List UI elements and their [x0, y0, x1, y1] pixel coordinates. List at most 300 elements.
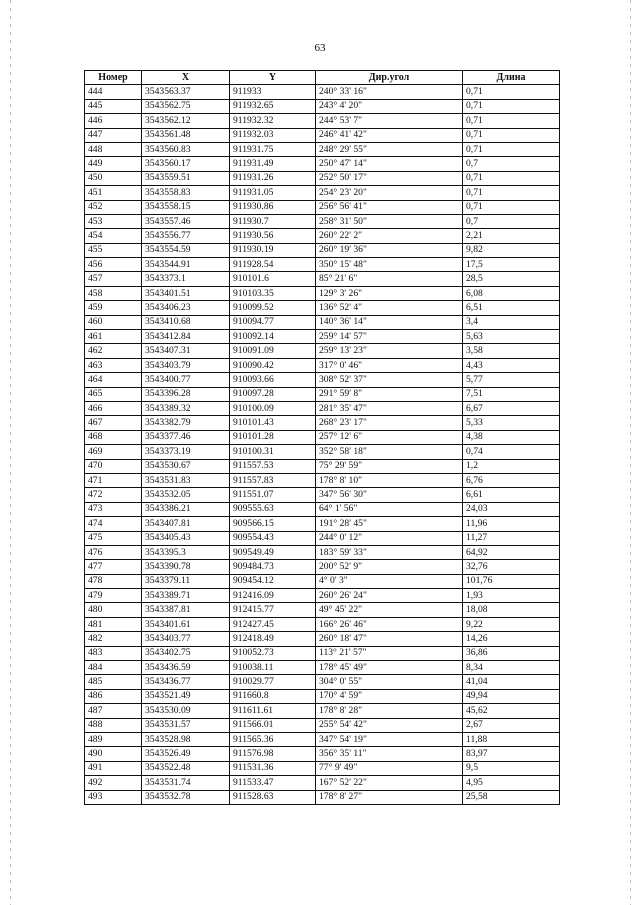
cell-x: 3543531.74 — [142, 776, 230, 790]
header-direction-angle: Дир.угол — [316, 71, 463, 85]
table-row — [85, 272, 560, 286]
cell-length: 9,5 — [463, 761, 560, 775]
table-row — [85, 445, 560, 459]
cell-y: 911566.01 — [230, 718, 316, 732]
cell-y: 911932.65 — [230, 99, 316, 113]
cell-length: 25,58 — [463, 790, 560, 804]
cell-y: 910100.31 — [230, 445, 316, 459]
cell-length: 0,71 — [463, 99, 560, 113]
cell-number: 478 — [85, 574, 142, 588]
cell-length: 0,71 — [463, 114, 560, 128]
cell-x: 3543412.84 — [142, 330, 230, 344]
cell-x: 3543561.48 — [142, 128, 230, 142]
cell-x: 3543436.77 — [142, 675, 230, 689]
cell-y: 910052.73 — [230, 646, 316, 660]
cell-y: 911930.7 — [230, 214, 316, 228]
cell-direction-angle: 49° 45' 22" — [316, 603, 463, 617]
cell-direction-angle: 248° 29' 55" — [316, 142, 463, 156]
table-row — [85, 675, 560, 689]
cell-length: 0,7 — [463, 214, 560, 228]
table-row — [85, 689, 560, 703]
cell-length: 5,63 — [463, 330, 560, 344]
cell-direction-angle: 347° 54' 19" — [316, 732, 463, 746]
cell-number: 475 — [85, 531, 142, 545]
cell-x: 3543560.83 — [142, 142, 230, 156]
cell-length: 6,08 — [463, 286, 560, 300]
cell-direction-angle: 317° 0' 46" — [316, 358, 463, 372]
table-row — [85, 401, 560, 415]
cell-number: 462 — [85, 344, 142, 358]
cell-direction-angle: 268° 23' 17" — [316, 416, 463, 430]
cell-length: 36,86 — [463, 646, 560, 660]
cell-x: 3543528.98 — [142, 732, 230, 746]
cell-direction-angle: 255° 54' 42" — [316, 718, 463, 732]
table-row — [85, 574, 560, 588]
table-row — [85, 99, 560, 113]
cell-length: 41,04 — [463, 675, 560, 689]
left-margin-line — [10, 0, 11, 905]
cell-number: 485 — [85, 675, 142, 689]
table-row — [85, 603, 560, 617]
cell-x: 3543530.67 — [142, 459, 230, 473]
cell-number: 472 — [85, 488, 142, 502]
cell-direction-angle: 167° 52' 22" — [316, 776, 463, 790]
cell-y: 911931.26 — [230, 171, 316, 185]
cell-direction-angle: 244° 53' 7" — [316, 114, 463, 128]
table-row — [85, 128, 560, 142]
cell-direction-angle: 244° 0' 12" — [316, 531, 463, 545]
cell-length: 28,5 — [463, 272, 560, 286]
cell-x: 3543410.68 — [142, 315, 230, 329]
cell-direction-angle: 4° 0' 3" — [316, 574, 463, 588]
cell-y: 910091.09 — [230, 344, 316, 358]
cell-length: 0,7 — [463, 157, 560, 171]
cell-number: 470 — [85, 459, 142, 473]
cell-x: 3543395.3 — [142, 545, 230, 559]
cell-number: 489 — [85, 732, 142, 746]
cell-length: 0,71 — [463, 200, 560, 214]
cell-y: 911557.53 — [230, 459, 316, 473]
table-row — [85, 358, 560, 372]
cell-direction-angle: 178° 45' 49" — [316, 661, 463, 675]
cell-direction-angle: 304° 0' 55" — [316, 675, 463, 689]
cell-x: 3543386.21 — [142, 502, 230, 516]
cell-direction-angle: 259° 13' 23" — [316, 344, 463, 358]
cell-x: 3543379.11 — [142, 574, 230, 588]
cell-y: 911531.36 — [230, 761, 316, 775]
table-row — [85, 200, 560, 214]
cell-number: 493 — [85, 790, 142, 804]
cell-x: 3543402.75 — [142, 646, 230, 660]
cell-length: 6,51 — [463, 301, 560, 315]
cell-y: 911611.61 — [230, 704, 316, 718]
cell-direction-angle: 191° 28' 45" — [316, 517, 463, 531]
cell-y: 911660.8 — [230, 689, 316, 703]
cell-length: 7,51 — [463, 387, 560, 401]
cell-y: 909454.12 — [230, 574, 316, 588]
cell-direction-angle: 352° 58' 18" — [316, 445, 463, 459]
cell-length: 1,2 — [463, 459, 560, 473]
cell-x: 3543389.32 — [142, 401, 230, 415]
cell-y: 911576.98 — [230, 747, 316, 761]
cell-y: 912415.77 — [230, 603, 316, 617]
cell-y: 910092.14 — [230, 330, 316, 344]
table-row — [85, 761, 560, 775]
table-row — [85, 718, 560, 732]
cell-number: 471 — [85, 473, 142, 487]
cell-length: 11,96 — [463, 517, 560, 531]
cell-direction-angle: 259° 14' 57" — [316, 330, 463, 344]
cell-length: 9,82 — [463, 243, 560, 257]
cell-direction-angle: 254° 23' 20" — [316, 186, 463, 200]
cell-x: 3543531.83 — [142, 473, 230, 487]
table-row — [85, 632, 560, 646]
cell-direction-angle: 260° 26' 24" — [316, 589, 463, 603]
cell-length: 0,71 — [463, 142, 560, 156]
cell-y: 911533.47 — [230, 776, 316, 790]
cell-y: 911931.49 — [230, 157, 316, 171]
cell-length: 3,4 — [463, 315, 560, 329]
cell-number: 448 — [85, 142, 142, 156]
cell-y: 912418.49 — [230, 632, 316, 646]
cell-y: 909555.63 — [230, 502, 316, 516]
cell-y: 910101.43 — [230, 416, 316, 430]
page-number: 63 — [314, 42, 326, 54]
cell-direction-angle: 260° 18' 47" — [316, 632, 463, 646]
cell-x: 3543563.37 — [142, 85, 230, 99]
cell-length: 1,93 — [463, 589, 560, 603]
cell-number: 459 — [85, 301, 142, 315]
cell-direction-angle: 260° 22' 2" — [316, 229, 463, 243]
cell-number: 468 — [85, 430, 142, 444]
cell-y: 910029.77 — [230, 675, 316, 689]
cell-length: 49,94 — [463, 689, 560, 703]
cell-direction-angle: 308° 52' 37" — [316, 373, 463, 387]
cell-x: 3543401.51 — [142, 286, 230, 300]
table-row — [85, 747, 560, 761]
cell-direction-angle: 200° 52' 9" — [316, 560, 463, 574]
table-body — [85, 85, 560, 805]
cell-x: 3543559.51 — [142, 171, 230, 185]
cell-x: 3543407.31 — [142, 344, 230, 358]
cell-number: 460 — [85, 315, 142, 329]
cell-direction-angle: 291° 59' 8" — [316, 387, 463, 401]
cell-direction-angle: 140° 36' 14" — [316, 315, 463, 329]
cell-direction-angle: 356° 35' 11" — [316, 747, 463, 761]
cell-number: 445 — [85, 99, 142, 113]
cell-length: 2,67 — [463, 718, 560, 732]
table-row — [85, 531, 560, 545]
cell-number: 477 — [85, 560, 142, 574]
table-row — [85, 229, 560, 243]
header-y: Y — [230, 71, 316, 85]
cell-x: 3543390.78 — [142, 560, 230, 574]
cell-length: 101,76 — [463, 574, 560, 588]
table-row — [85, 488, 560, 502]
table-row — [85, 646, 560, 660]
cell-number: 492 — [85, 776, 142, 790]
cell-number: 449 — [85, 157, 142, 171]
cell-direction-angle: 350° 15' 48" — [316, 258, 463, 272]
table-row — [85, 85, 560, 99]
table-row — [85, 790, 560, 804]
cell-direction-angle: 258° 31' 50" — [316, 214, 463, 228]
table-row — [85, 330, 560, 344]
cell-length: 5,33 — [463, 416, 560, 430]
table-row — [85, 286, 560, 300]
cell-y: 910094.77 — [230, 315, 316, 329]
cell-y: 911930.19 — [230, 243, 316, 257]
cell-length: 0,71 — [463, 171, 560, 185]
cell-y: 910101.6 — [230, 272, 316, 286]
table-row — [85, 387, 560, 401]
cell-x: 3543405.43 — [142, 531, 230, 545]
table-header-row — [85, 71, 560, 85]
cell-length: 3,58 — [463, 344, 560, 358]
cell-direction-angle: 256° 56' 41" — [316, 200, 463, 214]
cell-length: 0,71 — [463, 128, 560, 142]
cell-y: 910103.35 — [230, 286, 316, 300]
cell-direction-angle: 77° 9' 49" — [316, 761, 463, 775]
cell-number: 461 — [85, 330, 142, 344]
cell-x: 3543562.12 — [142, 114, 230, 128]
cell-direction-angle: 170° 4' 59" — [316, 689, 463, 703]
cell-y: 911528.63 — [230, 790, 316, 804]
table-row — [85, 373, 560, 387]
cell-x: 3543373.19 — [142, 445, 230, 459]
cell-direction-angle: 347° 56' 30" — [316, 488, 463, 502]
table-row — [85, 776, 560, 790]
table-row — [85, 589, 560, 603]
cell-x: 3543406.23 — [142, 301, 230, 315]
cell-x: 3543532.78 — [142, 790, 230, 804]
cell-y: 911932.32 — [230, 114, 316, 128]
table-row — [85, 732, 560, 746]
cell-x: 3543554.59 — [142, 243, 230, 257]
cell-direction-angle: 166° 26' 46" — [316, 617, 463, 631]
cell-direction-angle: 243° 4' 20" — [316, 99, 463, 113]
cell-length: 4,43 — [463, 358, 560, 372]
cell-y: 911557.83 — [230, 473, 316, 487]
cell-x: 3543558.15 — [142, 200, 230, 214]
cell-number: 487 — [85, 704, 142, 718]
cell-length: 11,27 — [463, 531, 560, 545]
cell-number: 454 — [85, 229, 142, 243]
cell-number: 444 — [85, 85, 142, 99]
cell-x: 3543526.49 — [142, 747, 230, 761]
cell-y: 910090.42 — [230, 358, 316, 372]
table-row — [85, 157, 560, 171]
cell-direction-angle: 240° 33' 16" — [316, 85, 463, 99]
cell-y: 911551.07 — [230, 488, 316, 502]
table-row — [85, 258, 560, 272]
cell-length: 64,92 — [463, 545, 560, 559]
cell-length: 0,71 — [463, 85, 560, 99]
cell-x: 3543403.79 — [142, 358, 230, 372]
cell-y: 911933 — [230, 85, 316, 99]
table-row — [85, 142, 560, 156]
cell-length: 83,97 — [463, 747, 560, 761]
cell-length: 0,71 — [463, 186, 560, 200]
cell-x: 3543521.49 — [142, 689, 230, 703]
cell-direction-angle: 178° 8' 27" — [316, 790, 463, 804]
cell-x: 3543560.17 — [142, 157, 230, 171]
cell-direction-angle: 136° 52' 4" — [316, 301, 463, 315]
cell-direction-angle: 260° 19' 36" — [316, 243, 463, 257]
cell-number: 447 — [85, 128, 142, 142]
cell-direction-angle: 129° 3' 26" — [316, 286, 463, 300]
cell-direction-angle: 75° 29' 59" — [316, 459, 463, 473]
cell-number: 486 — [85, 689, 142, 703]
cell-y: 912416.09 — [230, 589, 316, 603]
cell-length: 8,34 — [463, 661, 560, 675]
table-row — [85, 545, 560, 559]
table-row — [85, 243, 560, 257]
cell-number: 480 — [85, 603, 142, 617]
cell-number: 453 — [85, 214, 142, 228]
cell-direction-angle: 281° 35' 47" — [316, 401, 463, 415]
cell-y: 911931.05 — [230, 186, 316, 200]
cell-length: 0,74 — [463, 445, 560, 459]
cell-length: 17,5 — [463, 258, 560, 272]
cell-x: 3543373.1 — [142, 272, 230, 286]
cell-x: 3543389.71 — [142, 589, 230, 603]
cell-length: 32,76 — [463, 560, 560, 574]
cell-number: 464 — [85, 373, 142, 387]
cell-number: 458 — [85, 286, 142, 300]
cell-direction-angle: 250° 47' 14" — [316, 157, 463, 171]
cell-number: 474 — [85, 517, 142, 531]
cell-number: 484 — [85, 661, 142, 675]
cell-number: 467 — [85, 416, 142, 430]
table-row — [85, 517, 560, 531]
cell-number: 463 — [85, 358, 142, 372]
cell-length: 5,77 — [463, 373, 560, 387]
table-row — [85, 473, 560, 487]
cell-y: 910099.52 — [230, 301, 316, 315]
cell-y: 911565.36 — [230, 732, 316, 746]
cell-y: 909566.15 — [230, 517, 316, 531]
cell-number: 479 — [85, 589, 142, 603]
cell-direction-angle: 178° 8' 28" — [316, 704, 463, 718]
cell-number: 490 — [85, 747, 142, 761]
cell-length: 18,08 — [463, 603, 560, 617]
table-row — [85, 301, 560, 315]
cell-y: 910038.11 — [230, 661, 316, 675]
cell-x: 3543400.77 — [142, 373, 230, 387]
table-row — [85, 171, 560, 185]
cell-x: 3543530.09 — [142, 704, 230, 718]
cell-number: 451 — [85, 186, 142, 200]
cell-number: 450 — [85, 171, 142, 185]
cell-x: 3543436.59 — [142, 661, 230, 675]
cell-x: 3543562.75 — [142, 99, 230, 113]
cell-number: 476 — [85, 545, 142, 559]
table-row — [85, 502, 560, 516]
cell-number: 457 — [85, 272, 142, 286]
table-row — [85, 704, 560, 718]
cell-direction-angle: 64° 1' 56" — [316, 502, 463, 516]
cell-y: 910097.28 — [230, 387, 316, 401]
cell-length: 2,21 — [463, 229, 560, 243]
cell-x: 3543401.61 — [142, 617, 230, 631]
coordinates-table — [84, 70, 560, 805]
cell-y: 911932.03 — [230, 128, 316, 142]
cell-y: 911930.86 — [230, 200, 316, 214]
cell-number: 452 — [85, 200, 142, 214]
cell-number: 469 — [85, 445, 142, 459]
cell-x: 3543556.77 — [142, 229, 230, 243]
cell-y: 910093.66 — [230, 373, 316, 387]
header-length: Длина — [463, 71, 560, 85]
table-row — [85, 114, 560, 128]
cell-y: 909549.49 — [230, 545, 316, 559]
cell-direction-angle: 252° 50' 17" — [316, 171, 463, 185]
cell-x: 3543531.57 — [142, 718, 230, 732]
cell-number: 456 — [85, 258, 142, 272]
cell-y: 909554.43 — [230, 531, 316, 545]
cell-x: 3543544.91 — [142, 258, 230, 272]
cell-y: 909484.73 — [230, 560, 316, 574]
table-row — [85, 661, 560, 675]
table-row — [85, 430, 560, 444]
cell-number: 446 — [85, 114, 142, 128]
cell-length: 11,88 — [463, 732, 560, 746]
right-margin-line — [630, 0, 631, 905]
cell-number: 465 — [85, 387, 142, 401]
cell-y: 911931.75 — [230, 142, 316, 156]
table-row — [85, 315, 560, 329]
cell-x: 3543382.79 — [142, 416, 230, 430]
cell-x: 3543522.48 — [142, 761, 230, 775]
table-row — [85, 214, 560, 228]
cell-number: 466 — [85, 401, 142, 415]
cell-number: 491 — [85, 761, 142, 775]
table-row — [85, 344, 560, 358]
cell-length: 4,95 — [463, 776, 560, 790]
cell-x: 3543557.46 — [142, 214, 230, 228]
cell-length: 24,03 — [463, 502, 560, 516]
table-row — [85, 416, 560, 430]
cell-length: 9,22 — [463, 617, 560, 631]
cell-y: 912427.45 — [230, 617, 316, 631]
cell-x: 3543387.81 — [142, 603, 230, 617]
cell-x: 3543403.77 — [142, 632, 230, 646]
cell-direction-angle: 178° 8' 10" — [316, 473, 463, 487]
cell-x: 3543558.83 — [142, 186, 230, 200]
cell-direction-angle: 246° 41' 42" — [316, 128, 463, 142]
cell-length: 4,38 — [463, 430, 560, 444]
table-row — [85, 459, 560, 473]
cell-number: 473 — [85, 502, 142, 516]
cell-number: 481 — [85, 617, 142, 631]
cell-y: 911930.56 — [230, 229, 316, 243]
cell-length: 14,26 — [463, 632, 560, 646]
header-number: Номер — [85, 71, 142, 85]
cell-y: 911928.54 — [230, 258, 316, 272]
cell-direction-angle: 85° 21' 6" — [316, 272, 463, 286]
cell-x: 3543396.28 — [142, 387, 230, 401]
cell-direction-angle: 257° 12' 6" — [316, 430, 463, 444]
cell-length: 45,62 — [463, 704, 560, 718]
cell-y: 910101.28 — [230, 430, 316, 444]
cell-number: 488 — [85, 718, 142, 732]
table-row — [85, 186, 560, 200]
cell-number: 482 — [85, 632, 142, 646]
cell-length: 6,67 — [463, 401, 560, 415]
cell-number: 483 — [85, 646, 142, 660]
cell-x: 3543377.46 — [142, 430, 230, 444]
